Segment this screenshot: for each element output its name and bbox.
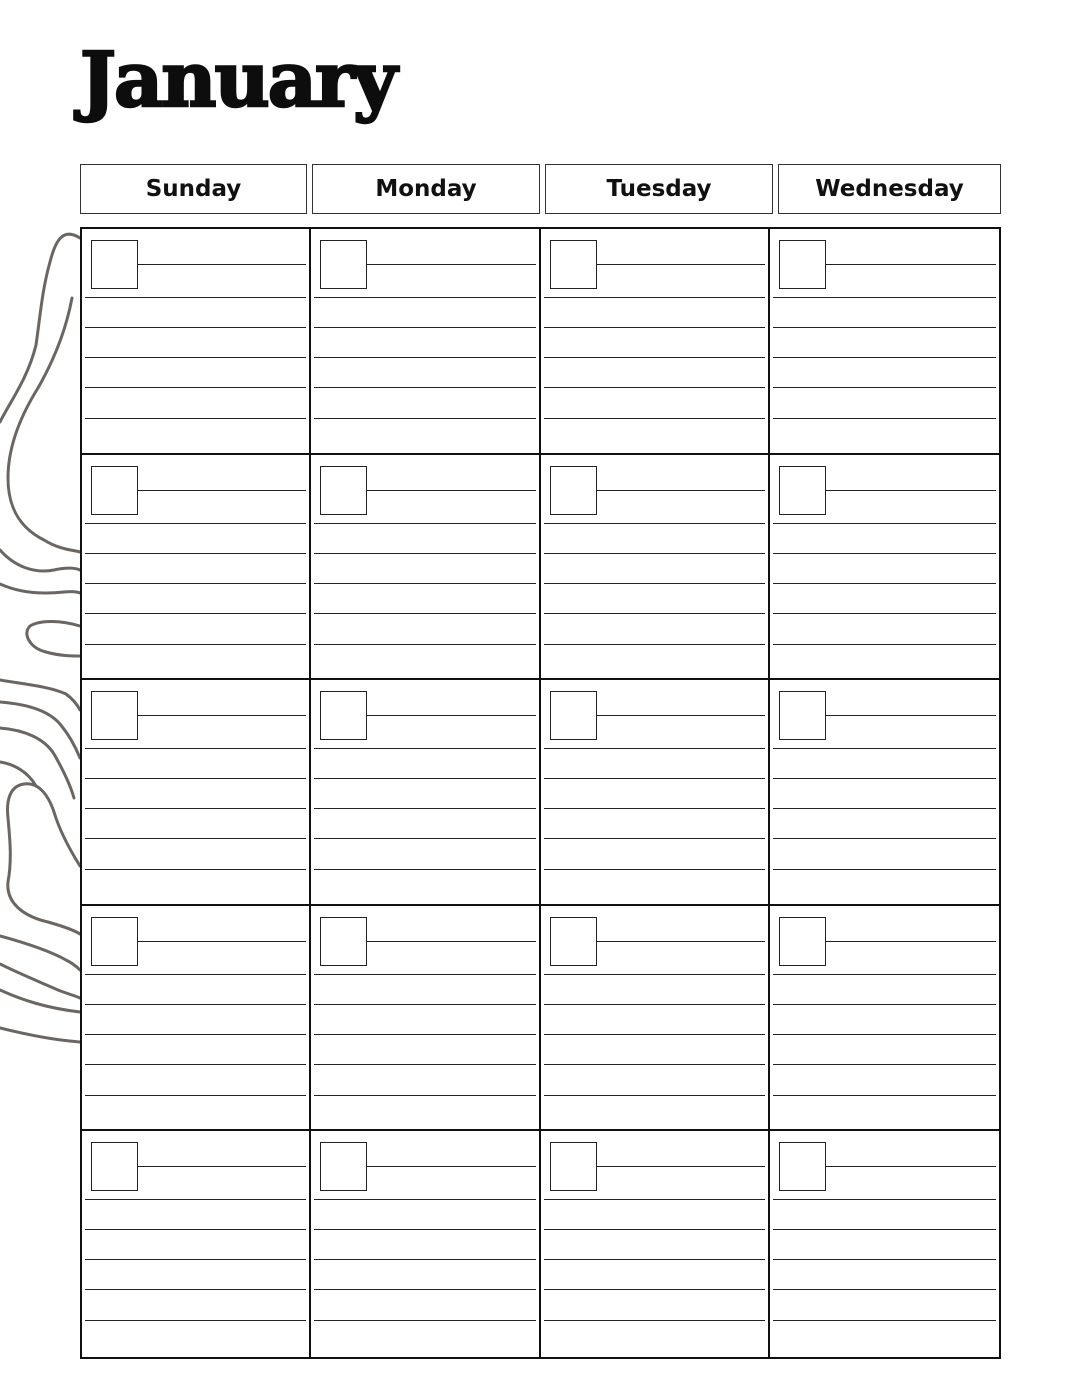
note-line[interactable] [85, 553, 306, 554]
date-header-line [138, 715, 306, 716]
note-line[interactable] [85, 523, 306, 524]
day-cell[interactable] [311, 1131, 540, 1357]
date-header-line [597, 264, 765, 265]
note-line[interactable] [85, 1199, 306, 1200]
weekday-header-tuesday: Tuesday [545, 164, 773, 214]
note-line[interactable] [85, 838, 306, 839]
note-line[interactable] [773, 553, 996, 554]
date-number-box[interactable] [779, 917, 826, 966]
note-line[interactable] [85, 1095, 306, 1096]
note-line[interactable] [314, 1289, 535, 1290]
note-line[interactable] [544, 387, 765, 388]
note-line[interactable] [544, 613, 765, 614]
note-line[interactable] [544, 1199, 765, 1200]
wave-line [8, 298, 80, 552]
date-number-box[interactable] [550, 466, 597, 515]
note-line[interactable] [314, 1034, 535, 1035]
note-line[interactable] [773, 974, 996, 975]
note-line[interactable] [314, 748, 535, 749]
note-line[interactable] [85, 297, 306, 298]
note-line[interactable] [773, 418, 996, 419]
date-header-line [367, 264, 535, 265]
date-number-box[interactable] [91, 917, 138, 966]
note-line[interactable] [314, 523, 535, 524]
note-line[interactable] [85, 418, 306, 419]
note-line[interactable] [85, 974, 306, 975]
date-number-box[interactable] [550, 691, 597, 740]
date-number-box[interactable] [779, 691, 826, 740]
day-cell[interactable] [311, 455, 540, 681]
day-cell[interactable] [541, 455, 770, 681]
date-number-box[interactable] [779, 240, 826, 289]
note-line[interactable] [314, 1004, 535, 1005]
date-number-box[interactable] [550, 1142, 597, 1191]
note-line[interactable] [544, 553, 765, 554]
day-cell[interactable] [82, 229, 311, 455]
note-line[interactable] [773, 1004, 996, 1005]
note-line[interactable] [314, 418, 535, 419]
note-line[interactable] [314, 327, 535, 328]
date-number-box[interactable] [320, 240, 367, 289]
date-number-box[interactable] [320, 1142, 367, 1191]
note-line[interactable] [773, 297, 996, 298]
note-line[interactable] [314, 1320, 535, 1321]
note-line[interactable] [314, 1229, 535, 1230]
note-line[interactable] [773, 838, 996, 839]
wave-line [0, 728, 74, 798]
note-line[interactable] [544, 1034, 765, 1035]
date-header-line [367, 941, 535, 942]
day-cell[interactable] [82, 1131, 311, 1357]
note-line[interactable] [773, 1259, 996, 1260]
wave-line [0, 234, 80, 422]
date-header-line [138, 490, 306, 491]
note-line[interactable] [773, 1199, 996, 1200]
note-line[interactable] [773, 869, 996, 870]
note-line[interactable] [314, 778, 535, 779]
day-cell[interactable] [311, 229, 540, 455]
note-line[interactable] [85, 387, 306, 388]
day-cell[interactable] [770, 455, 999, 681]
date-header-line [597, 941, 765, 942]
note-line[interactable] [773, 1034, 996, 1035]
note-line[interactable] [773, 1064, 996, 1065]
note-line[interactable] [314, 297, 535, 298]
day-cell[interactable] [82, 680, 311, 906]
note-line[interactable] [544, 974, 765, 975]
date-header-line [138, 264, 306, 265]
wave-line [0, 936, 80, 970]
note-line[interactable] [85, 613, 306, 614]
note-line[interactable] [85, 1004, 306, 1005]
note-line[interactable] [544, 808, 765, 809]
note-line[interactable] [314, 1095, 535, 1096]
day-cell[interactable] [311, 680, 540, 906]
date-number-box[interactable] [779, 466, 826, 515]
note-line[interactable] [773, 523, 996, 524]
weekday-header-monday: Monday [312, 164, 540, 214]
date-header-line [826, 715, 996, 716]
date-number-box[interactable] [320, 917, 367, 966]
note-line[interactable] [773, 1229, 996, 1230]
date-number-box[interactable] [91, 240, 138, 289]
note-line[interactable] [544, 357, 765, 358]
note-line[interactable] [544, 1320, 765, 1321]
date-header-line [367, 490, 535, 491]
note-line[interactable] [314, 357, 535, 358]
note-line[interactable] [85, 1259, 306, 1260]
day-cell[interactable] [541, 906, 770, 1132]
date-number-box[interactable] [91, 691, 138, 740]
note-line[interactable] [544, 1064, 765, 1065]
note-line[interactable] [544, 748, 765, 749]
date-header-line [138, 1166, 306, 1167]
date-number-box[interactable] [779, 1142, 826, 1191]
note-line[interactable] [544, 297, 765, 298]
day-cell[interactable] [311, 906, 540, 1132]
note-line[interactable] [85, 1289, 306, 1290]
note-line[interactable] [85, 1320, 306, 1321]
note-line[interactable] [773, 808, 996, 809]
date-header-line [367, 715, 535, 716]
note-line[interactable] [773, 357, 996, 358]
note-line[interactable] [544, 1289, 765, 1290]
note-line[interactable] [314, 974, 535, 975]
note-line[interactable] [85, 778, 306, 779]
date-header-line [597, 715, 765, 716]
date-header-line [138, 941, 306, 942]
day-cell[interactable] [541, 1131, 770, 1357]
wave-line [0, 584, 80, 593]
note-line[interactable] [773, 1289, 996, 1290]
note-line[interactable] [773, 583, 996, 584]
note-line[interactable] [85, 748, 306, 749]
note-line[interactable] [314, 1259, 535, 1260]
wave-line [8, 784, 80, 934]
note-line[interactable] [773, 613, 996, 614]
note-line[interactable] [314, 644, 535, 645]
date-header-line [597, 490, 765, 491]
note-line[interactable] [773, 1095, 996, 1096]
note-line[interactable] [773, 644, 996, 645]
wave-line [0, 550, 80, 571]
note-line[interactable] [544, 1259, 765, 1260]
note-line[interactable] [544, 327, 765, 328]
calendar-grid [80, 227, 1001, 1359]
note-line[interactable] [314, 838, 535, 839]
note-line[interactable] [544, 523, 765, 524]
note-line[interactable] [314, 1199, 535, 1200]
weekday-header-sunday: Sunday [80, 164, 307, 214]
day-cell[interactable] [770, 229, 999, 455]
note-line[interactable] [544, 418, 765, 419]
note-line[interactable] [314, 553, 535, 554]
date-header-line [826, 1166, 996, 1167]
wave-line [0, 964, 80, 998]
note-line[interactable] [544, 1004, 765, 1005]
day-cell[interactable] [770, 680, 999, 906]
note-line[interactable] [773, 778, 996, 779]
note-line[interactable] [544, 869, 765, 870]
note-line[interactable] [314, 613, 535, 614]
note-line[interactable] [544, 778, 765, 779]
date-header-line [597, 1166, 765, 1167]
note-line[interactable] [314, 869, 535, 870]
note-line[interactable] [314, 808, 535, 809]
note-line[interactable] [85, 1034, 306, 1035]
note-line[interactable] [314, 583, 535, 584]
day-cell[interactable] [770, 906, 999, 1132]
month-title: January [80, 35, 396, 124]
wave-line [0, 702, 80, 758]
note-line[interactable] [85, 357, 306, 358]
day-cell[interactable] [541, 229, 770, 455]
note-line[interactable] [544, 1095, 765, 1096]
note-line[interactable] [544, 583, 765, 584]
date-number-box[interactable] [550, 917, 597, 966]
note-line[interactable] [544, 838, 765, 839]
note-line[interactable] [544, 1229, 765, 1230]
day-cell[interactable] [541, 680, 770, 906]
note-line[interactable] [544, 644, 765, 645]
date-header-line [367, 1166, 535, 1167]
note-line[interactable] [773, 327, 996, 328]
date-header-line [826, 490, 996, 491]
note-line[interactable] [85, 583, 306, 584]
wave-line [0, 990, 80, 1012]
note-line[interactable] [314, 1064, 535, 1065]
date-header-line [826, 264, 996, 265]
day-cell[interactable] [82, 906, 311, 1132]
day-cell[interactable] [770, 1131, 999, 1357]
note-line[interactable] [314, 387, 535, 388]
day-cell[interactable] [82, 455, 311, 681]
date-header-line [826, 941, 996, 942]
note-line[interactable] [773, 1320, 996, 1321]
note-line[interactable] [85, 1064, 306, 1065]
date-number-box[interactable] [91, 466, 138, 515]
note-line[interactable] [85, 1229, 306, 1230]
note-line[interactable] [85, 808, 306, 809]
wave-line [0, 680, 80, 710]
wave-line [0, 1028, 80, 1042]
date-number-box[interactable] [320, 691, 367, 740]
date-number-box[interactable] [91, 1142, 138, 1191]
wave-line [27, 622, 80, 657]
date-number-box[interactable] [320, 466, 367, 515]
note-line[interactable] [85, 327, 306, 328]
note-line[interactable] [773, 387, 996, 388]
note-line[interactable] [85, 869, 306, 870]
note-line[interactable] [773, 748, 996, 749]
date-number-box[interactable] [550, 240, 597, 289]
wave-line [0, 762, 36, 786]
note-line[interactable] [85, 644, 306, 645]
weekday-header-wednesday: Wednesday [778, 164, 1001, 214]
